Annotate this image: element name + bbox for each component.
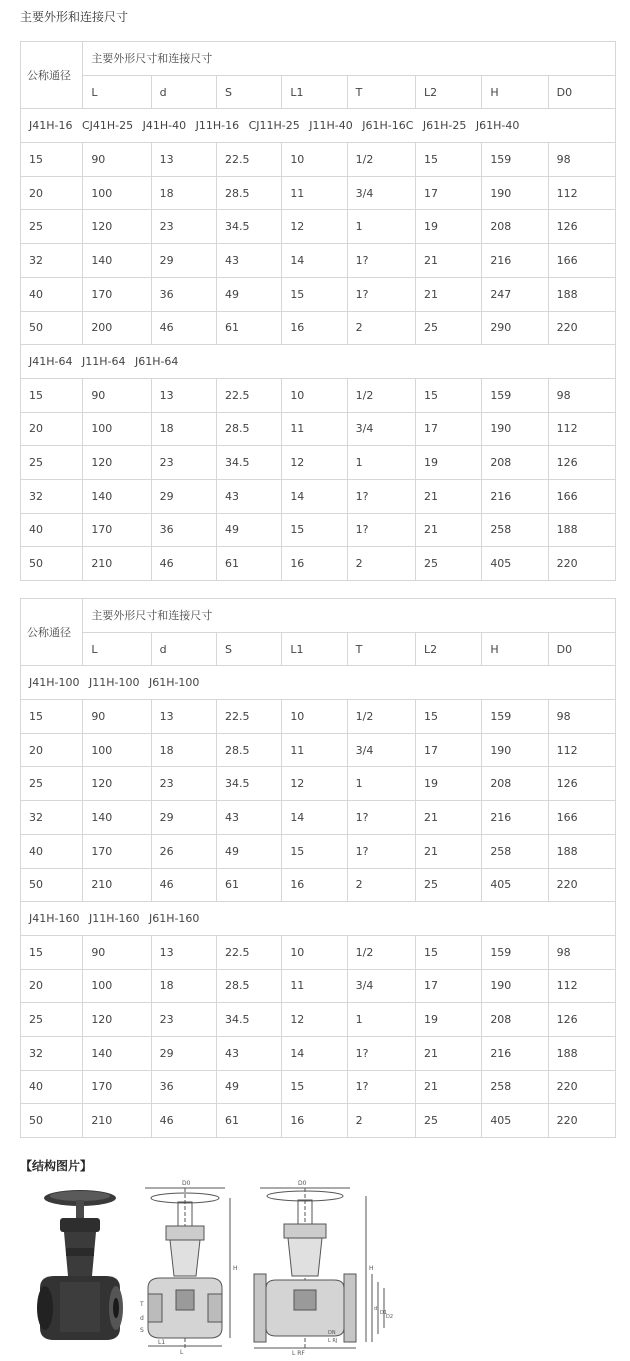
table-cell: 32 <box>21 244 83 278</box>
table-cell: 13 <box>151 700 216 734</box>
column-header: d <box>151 632 216 666</box>
table-cell: 21 <box>415 277 481 311</box>
table-row <box>21 446 616 480</box>
table-cell: 61 <box>216 1104 281 1138</box>
table-cell: 210 <box>83 868 151 902</box>
model-group-row <box>21 902 616 936</box>
drawing-label: L <box>180 1349 184 1356</box>
table-cell: 32 <box>21 479 83 513</box>
table-cell: 15 <box>415 935 481 969</box>
table-cell: 12 <box>282 1003 347 1037</box>
table-cell: 1? <box>347 479 415 513</box>
table-cell: 49 <box>216 513 281 547</box>
table-cell: 220 <box>548 311 615 345</box>
table-cell: 247 <box>482 277 548 311</box>
table-cell: 140 <box>83 479 151 513</box>
table-cell: 21 <box>415 479 481 513</box>
table-cell: 170 <box>83 513 151 547</box>
drawing-label: L1 <box>158 1339 166 1346</box>
table-cell: 61 <box>216 547 281 581</box>
table-cell: 40 <box>21 1070 83 1104</box>
table-cell: 208 <box>482 446 548 480</box>
table-cell: 18 <box>151 412 216 446</box>
table-cell: 3/4 <box>347 176 415 210</box>
table-cell: 23 <box>151 210 216 244</box>
table-cell: 11 <box>282 733 347 767</box>
table-cell: 188 <box>548 277 615 311</box>
table-cell: 21 <box>415 513 481 547</box>
table-cell: 90 <box>83 700 151 734</box>
table-cell: 1 <box>347 767 415 801</box>
table-cell: 17 <box>415 733 481 767</box>
drawing-label: d <box>374 1306 378 1312</box>
table-cell: 46 <box>151 868 216 902</box>
table-cell: 126 <box>548 446 615 480</box>
table-cell: 23 <box>151 1003 216 1037</box>
table-cell: 40 <box>21 277 83 311</box>
table-cell: 43 <box>216 1036 281 1070</box>
table-row <box>21 412 616 446</box>
table-cell: 23 <box>151 767 216 801</box>
table-cell: 1? <box>347 834 415 868</box>
table-cell: 20 <box>21 412 83 446</box>
table-cell: 14 <box>282 801 347 835</box>
model-group-row <box>21 109 616 143</box>
table-cell: 46 <box>151 311 216 345</box>
table-cell: 15 <box>21 143 83 177</box>
table-cell: 21 <box>415 834 481 868</box>
table-cell: 159 <box>482 378 548 412</box>
table-row <box>21 547 616 581</box>
table-cell: 25 <box>21 767 83 801</box>
column-header-row <box>21 75 616 109</box>
column-header: H <box>482 632 548 666</box>
table-cell: 50 <box>21 311 83 345</box>
table-cell: 25 <box>21 446 83 480</box>
table-cell: 166 <box>548 479 615 513</box>
table-cell: 13 <box>151 378 216 412</box>
table-cell: 25 <box>415 547 481 581</box>
table-cell: 36 <box>151 513 216 547</box>
model-group-label: J41H-16 CJ41H-25 J41H-40 J11H-16 CJ11H-25 J11H-40 J61H-16C J61H-25 J61H-40 <box>21 109 616 143</box>
table-cell: 405 <box>482 1104 548 1138</box>
table-row <box>21 143 616 177</box>
table-cell: 220 <box>548 1104 615 1138</box>
table-cell: 29 <box>151 801 216 835</box>
table-cell: 100 <box>83 412 151 446</box>
table-cell: 90 <box>83 143 151 177</box>
table-cell: 3/4 <box>347 969 415 1003</box>
table-cell: 2 <box>347 1104 415 1138</box>
table-cell: 29 <box>151 479 216 513</box>
table-cell: 2 <box>347 311 415 345</box>
table-row <box>21 378 616 412</box>
table-cell: 405 <box>482 868 548 902</box>
table-row <box>21 834 616 868</box>
table-cell: 25 <box>415 1104 481 1138</box>
table-cell: 19 <box>415 210 481 244</box>
table-cell: 216 <box>482 1036 548 1070</box>
table-row <box>21 210 616 244</box>
table-cell: 190 <box>482 176 548 210</box>
table-cell: 21 <box>415 801 481 835</box>
table-cell: 1 <box>347 210 415 244</box>
table-cell: 258 <box>482 513 548 547</box>
table-row <box>21 733 616 767</box>
table-cell: 216 <box>482 479 548 513</box>
table-row <box>21 1104 616 1138</box>
table-cell: 1/2 <box>347 935 415 969</box>
table-cell: 13 <box>151 143 216 177</box>
table-cell: 220 <box>548 868 615 902</box>
table-cell: 15 <box>282 513 347 547</box>
table-cell: 43 <box>216 479 281 513</box>
table-cell: 2 <box>347 868 415 902</box>
column-header: D0 <box>548 632 615 666</box>
table-cell: 29 <box>151 244 216 278</box>
table-cell: 28.5 <box>216 733 281 767</box>
table-cell: 170 <box>83 834 151 868</box>
table-row <box>21 969 616 1003</box>
section-drawing-flanged <box>254 1180 393 1356</box>
table-cell: 216 <box>482 801 548 835</box>
table-cell: 22.5 <box>216 700 281 734</box>
table-cell: 112 <box>548 969 615 1003</box>
dimension-group-header: 主要外形尺寸和连接尺寸 <box>83 599 616 633</box>
table-cell: 190 <box>482 969 548 1003</box>
table-cell: 40 <box>21 513 83 547</box>
table-cell: 98 <box>548 378 615 412</box>
table-cell: 90 <box>83 935 151 969</box>
table-cell: 140 <box>83 244 151 278</box>
table-cell: 258 <box>482 834 548 868</box>
table-cell: 16 <box>282 547 347 581</box>
table-cell: 1? <box>347 1036 415 1070</box>
table-cell: 1 <box>347 446 415 480</box>
table-cell: 17 <box>415 176 481 210</box>
drawing-label: D1 <box>380 1310 388 1316</box>
table-cell: 1/2 <box>347 378 415 412</box>
table-cell: 126 <box>548 767 615 801</box>
table-cell: 25 <box>21 1003 83 1037</box>
table-row <box>21 311 616 345</box>
table-cell: 170 <box>83 1070 151 1104</box>
drawing-label: d <box>140 1315 144 1322</box>
table-cell: 26 <box>151 834 216 868</box>
table-cell: 28.5 <box>216 412 281 446</box>
table-cell: 208 <box>482 1003 548 1037</box>
table-cell: 16 <box>282 1104 347 1138</box>
table-cell: 140 <box>83 1036 151 1070</box>
table-cell: 3/4 <box>347 733 415 767</box>
table-cell: 40 <box>21 834 83 868</box>
column-header: L1 <box>282 75 347 109</box>
table-cell: 46 <box>151 1104 216 1138</box>
table-cell: 220 <box>548 547 615 581</box>
table-cell: 112 <box>548 176 615 210</box>
drawing-label: DN <box>328 1330 336 1336</box>
table-cell: 49 <box>216 834 281 868</box>
table-cell: 34.5 <box>216 1003 281 1037</box>
table-cell: 21 <box>415 244 481 278</box>
nominal-diameter-header: 公称通径 <box>21 42 83 109</box>
table-cell: 11 <box>282 176 347 210</box>
table-cell: 15 <box>415 378 481 412</box>
table-cell: 210 <box>83 547 151 581</box>
table-cell: 25 <box>415 868 481 902</box>
table-cell: 190 <box>482 412 548 446</box>
column-header-row <box>21 632 616 666</box>
table-row <box>21 767 616 801</box>
table-cell: 10 <box>282 700 347 734</box>
model-group-row <box>21 666 616 700</box>
table-cell: 22.5 <box>216 378 281 412</box>
table-cell: 112 <box>548 733 615 767</box>
table-cell: 34.5 <box>216 446 281 480</box>
drawing-label: D2 <box>386 1314 394 1320</box>
table-cell: 159 <box>482 700 548 734</box>
table-cell: 208 <box>482 210 548 244</box>
table-cell: 405 <box>482 547 548 581</box>
model-group-label: J41H-100 J11H-100 J61H-100 <box>21 666 616 700</box>
table-row <box>21 244 616 278</box>
table-cell: 50 <box>21 1104 83 1138</box>
model-group-row <box>21 345 616 379</box>
table-cell: 126 <box>548 1003 615 1037</box>
valve-photo <box>37 1190 123 1340</box>
table-cell: 10 <box>282 378 347 412</box>
table-cell: 1? <box>347 513 415 547</box>
section-drawing-socket-weld <box>139 1180 238 1356</box>
table-cell: 19 <box>415 446 481 480</box>
table-cell: 49 <box>216 1070 281 1104</box>
table-cell: 15 <box>282 834 347 868</box>
table-cell: 100 <box>83 733 151 767</box>
structure-figures <box>30 1178 410 1356</box>
table-cell: 258 <box>482 1070 548 1104</box>
column-header: L <box>83 632 151 666</box>
table-row <box>21 700 616 734</box>
column-header: L <box>83 75 151 109</box>
table-cell: 12 <box>282 210 347 244</box>
table-row <box>21 176 616 210</box>
table-cell: 166 <box>548 244 615 278</box>
table-cell: 49 <box>216 277 281 311</box>
table-cell: 15 <box>282 1070 347 1104</box>
dimension-table <box>20 598 616 1138</box>
table-cell: 1 <box>347 1003 415 1037</box>
table-cell: 1/2 <box>347 143 415 177</box>
table-cell: 15 <box>21 700 83 734</box>
table-cell: 36 <box>151 277 216 311</box>
table-cell: 28.5 <box>216 969 281 1003</box>
table-cell: 10 <box>282 143 347 177</box>
table-cell: 200 <box>83 311 151 345</box>
table-cell: 15 <box>21 935 83 969</box>
table-cell: 15 <box>415 700 481 734</box>
table-cell: 61 <box>216 311 281 345</box>
table-cell: 23 <box>151 446 216 480</box>
table-cell: 3/4 <box>347 412 415 446</box>
column-header: S <box>216 75 281 109</box>
table-cell: 11 <box>282 969 347 1003</box>
table-cell: 11 <box>282 412 347 446</box>
table-row <box>21 479 616 513</box>
column-header: H <box>482 75 548 109</box>
table-cell: 10 <box>282 935 347 969</box>
table-cell: 159 <box>482 935 548 969</box>
table-cell: 14 <box>282 479 347 513</box>
table-cell: 61 <box>216 868 281 902</box>
table-cell: 43 <box>216 244 281 278</box>
table-cell: 20 <box>21 176 83 210</box>
table-cell: 1? <box>347 1070 415 1104</box>
table-cell: 43 <box>216 801 281 835</box>
table-cell: 13 <box>151 935 216 969</box>
table-cell: 12 <box>282 767 347 801</box>
column-header: D0 <box>548 75 615 109</box>
table-cell: 98 <box>548 935 615 969</box>
table-cell: 120 <box>83 446 151 480</box>
table-cell: 126 <box>548 210 615 244</box>
column-header: d <box>151 75 216 109</box>
table-cell: 17 <box>415 969 481 1003</box>
table-cell: 100 <box>83 969 151 1003</box>
column-header: L2 <box>415 632 481 666</box>
table-row <box>21 277 616 311</box>
table-cell: 17 <box>415 412 481 446</box>
model-group-label: J41H-64 J11H-64 J61H-64 <box>21 345 616 379</box>
table-cell: 290 <box>482 311 548 345</box>
drawing-label: D0 <box>182 1180 191 1187</box>
table-cell: 190 <box>482 733 548 767</box>
table-cell: 28.5 <box>216 176 281 210</box>
table-cell: 15 <box>21 378 83 412</box>
drawing-label: L RF <box>292 1350 305 1356</box>
nominal-diameter-header: 公称通径 <box>21 599 83 666</box>
table-cell: 188 <box>548 513 615 547</box>
table-row <box>21 1070 616 1104</box>
table-cell: 21 <box>415 1036 481 1070</box>
table-cell: 170 <box>83 277 151 311</box>
table-cell: 112 <box>548 412 615 446</box>
column-header: T <box>347 632 415 666</box>
header-row <box>21 42 616 76</box>
table-cell: 220 <box>548 1070 615 1104</box>
table-cell: 18 <box>151 176 216 210</box>
table-row <box>21 935 616 969</box>
table-cell: 16 <box>282 311 347 345</box>
drawing-label: L RJ <box>328 1338 338 1344</box>
table-cell: 98 <box>548 700 615 734</box>
table-cell: 90 <box>83 378 151 412</box>
table-cell: 46 <box>151 547 216 581</box>
table-cell: 25 <box>21 210 83 244</box>
dimension-table <box>20 41 616 581</box>
column-header: L1 <box>282 632 347 666</box>
table-cell: 140 <box>83 801 151 835</box>
table-cell: 1? <box>347 277 415 311</box>
model-group-label: J41H-160 J11H-160 J61H-160 <box>21 902 616 936</box>
table-cell: 15 <box>415 143 481 177</box>
table-cell: 16 <box>282 868 347 902</box>
page-title: 主要外形和连接尺寸 <box>20 10 129 24</box>
table-cell: 21 <box>415 1070 481 1104</box>
table-cell: 2 <box>347 547 415 581</box>
table-cell: 18 <box>151 733 216 767</box>
table-cell: 188 <box>548 834 615 868</box>
drawing-label: T <box>140 1301 144 1308</box>
table-cell: 25 <box>415 311 481 345</box>
table-cell: 32 <box>21 1036 83 1070</box>
structure-heading: 【结构图片】 <box>20 1159 93 1173</box>
table-cell: 188 <box>548 1036 615 1070</box>
table-cell: 18 <box>151 969 216 1003</box>
table-row <box>21 1036 616 1070</box>
table-cell: 1? <box>347 244 415 278</box>
table-cell: 20 <box>21 733 83 767</box>
table-cell: 20 <box>21 969 83 1003</box>
table-cell: 15 <box>282 277 347 311</box>
table-cell: 120 <box>83 1003 151 1037</box>
column-header: L2 <box>415 75 481 109</box>
table-cell: 19 <box>415 767 481 801</box>
table-cell: 50 <box>21 547 83 581</box>
table-cell: 32 <box>21 801 83 835</box>
table-cell: 14 <box>282 1036 347 1070</box>
table-row <box>21 801 616 835</box>
table-cell: 50 <box>21 868 83 902</box>
table-cell: 34.5 <box>216 767 281 801</box>
table-cell: 34.5 <box>216 210 281 244</box>
drawing-label: H <box>369 1265 374 1272</box>
table-cell: 216 <box>482 244 548 278</box>
table-cell: 36 <box>151 1070 216 1104</box>
table-cell: 19 <box>415 1003 481 1037</box>
table-cell: 166 <box>548 801 615 835</box>
table-cell: 22.5 <box>216 935 281 969</box>
drawing-label: H <box>233 1265 238 1272</box>
table-cell: 120 <box>83 767 151 801</box>
table-cell: 100 <box>83 176 151 210</box>
table-cell: 98 <box>548 143 615 177</box>
table-cell: 208 <box>482 767 548 801</box>
table-cell: 14 <box>282 244 347 278</box>
table-cell: 29 <box>151 1036 216 1070</box>
column-header: S <box>216 632 281 666</box>
table-row <box>21 868 616 902</box>
table-row <box>21 1003 616 1037</box>
table-cell: 159 <box>482 143 548 177</box>
header-row <box>21 599 616 633</box>
table-row <box>21 513 616 547</box>
table-cell: 22.5 <box>216 143 281 177</box>
table-cell: 1? <box>347 801 415 835</box>
dimension-group-header: 主要外形尺寸和连接尺寸 <box>83 42 616 76</box>
table-cell: 120 <box>83 210 151 244</box>
table-cell: 12 <box>282 446 347 480</box>
column-header: T <box>347 75 415 109</box>
table-cell: 1/2 <box>347 700 415 734</box>
drawing-label: S <box>140 1327 144 1334</box>
drawing-label: D0 <box>298 1180 307 1187</box>
table-cell: 210 <box>83 1104 151 1138</box>
